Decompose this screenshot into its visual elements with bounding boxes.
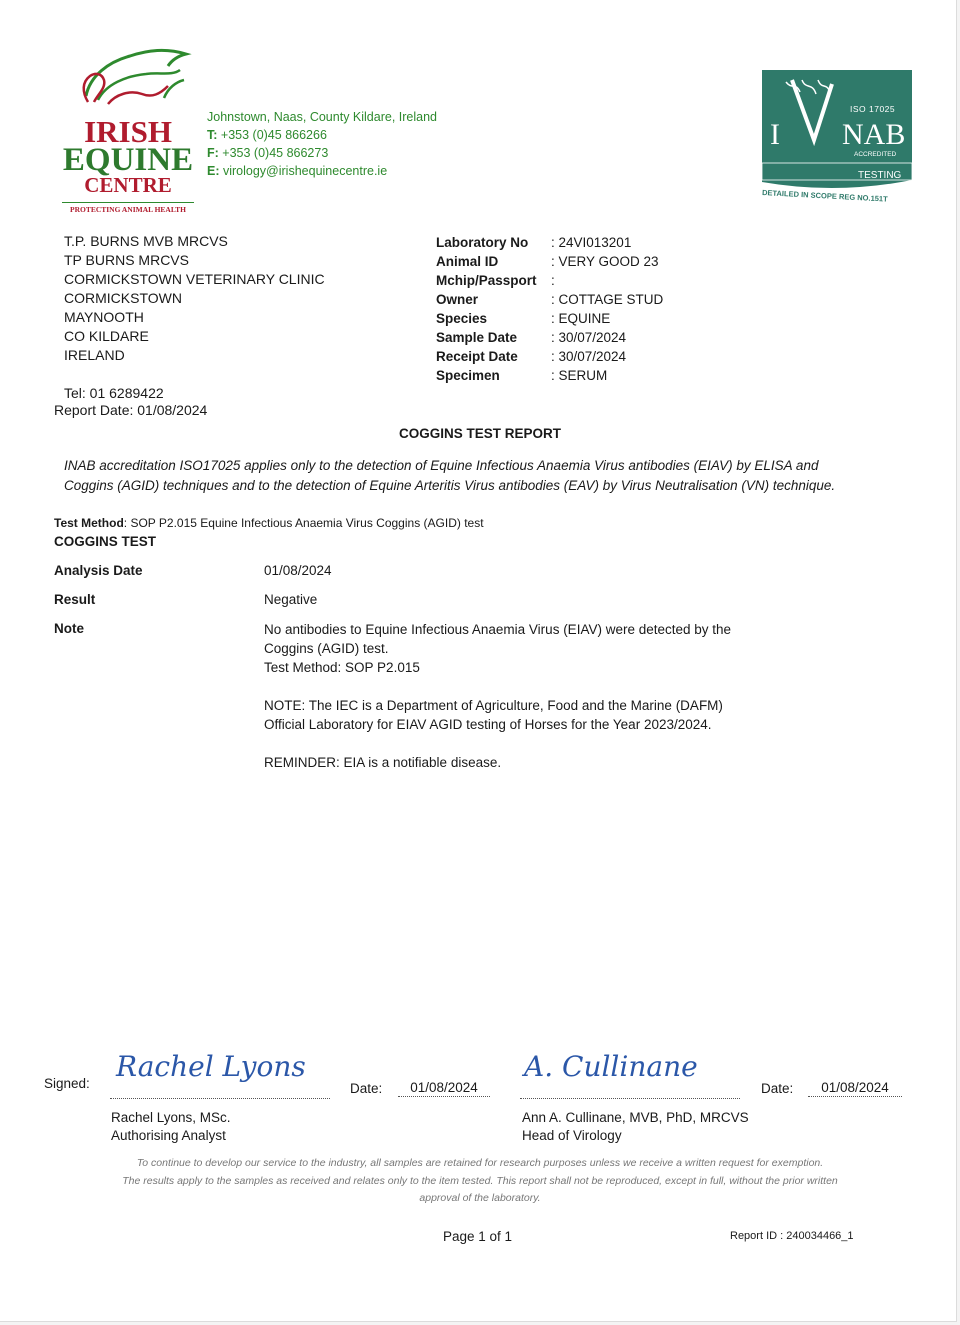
sig1-name: Rachel Lyons, MSc. [111, 1110, 231, 1125]
signature-line-2 [520, 1042, 740, 1099]
test-method-label: Test Method [54, 516, 124, 530]
inab-nab: NAB [842, 118, 906, 151]
lab-info-row: Species : EQUINE [436, 311, 611, 326]
recipient-address [64, 232, 325, 365]
analysis-date-value: 01/08/2024 [264, 563, 332, 578]
contact-tel: T: +353 (0)45 866266 [207, 128, 327, 142]
address-line: IRELAND [64, 347, 125, 363]
inab-accredited: ACCREDITED [854, 151, 897, 158]
iec-logo [58, 36, 198, 216]
section-title: COGGINS TEST [54, 534, 157, 549]
disclaimer [100, 1155, 860, 1208]
signature-rachel-lyons: Rachel Lyons [116, 1050, 306, 1083]
note-paragraph: NOTE: The IEC is a Department of Agriculture, Food and the Marine (DAFM) Official Laboratory for EIAV AGID testing of Horses for the Year 2023/2024. [264, 698, 723, 732]
note-paragraph: No antibodies to Equine Infectious Anaemia Virus (EIAV) were detected by the Coggins (AGID) test. [264, 622, 732, 656]
address-line: TP BURNS MRCVS [64, 252, 189, 268]
sig2-title: Head of Virology [522, 1128, 622, 1143]
address-line: CORMICKSTOWN [64, 290, 182, 306]
date-label-2: Date: [761, 1081, 794, 1096]
report-date: Report Date: 01/08/2024 [54, 402, 208, 418]
report-title: COGGINS TEST REPORT [398, 426, 561, 441]
lab-info-row: Owner : COTTAGE STUD [436, 292, 664, 307]
sig2-name: Ann A. Cullinane, MVB, PhD, MRCVS [522, 1110, 749, 1125]
contact-email: E: virology@irishequinecentre.ie [207, 164, 388, 178]
contact-block [207, 108, 437, 180]
page-number: Page 1 of 1 [443, 1229, 513, 1244]
address-line: T.P. BURNS MVB MRCVS [64, 233, 228, 249]
note-paragraph: Test Method: SOP P2.015 [264, 660, 420, 675]
sig1-title: Authorising Analyst [111, 1128, 226, 1143]
lab-info-table [436, 233, 663, 385]
address-line: MAYNOOTH [64, 309, 144, 325]
lab-info-row: Specimen : SERUM [436, 368, 608, 383]
horse-logo-icon [68, 36, 198, 116]
inab-badge [762, 70, 912, 205]
logo-tagline: PROTECTING ANIMAL HEALTH [62, 202, 194, 214]
logo-line-irish: IRISH [84, 114, 172, 149]
signed-label: Signed: [44, 1076, 90, 1091]
contact-address: Johnstown, Naas, County Kildare, Ireland [207, 110, 437, 124]
lab-info-row: Laboratory No : 24VI013201 [436, 235, 632, 250]
inab-i: I [770, 118, 780, 151]
lab-info-row: Mchip/Passport : [436, 273, 555, 288]
sig2-date: 01/08/2024 [808, 1080, 902, 1097]
signatory-1 [111, 1109, 231, 1145]
sig1-date: 01/08/2024 [398, 1080, 490, 1097]
recipient-tel: Tel: 01 6289422 [64, 385, 164, 401]
signatory-2 [522, 1109, 749, 1145]
note-body [264, 620, 744, 772]
address-line: CO KILDARE [64, 328, 149, 344]
disclaimer-line: The results apply to the samples as received and relates only to the item tested. This report shall not be reproduced, except in full, without the prior written approval of the laboratory. [122, 1174, 838, 1204]
report-id: Report ID : 240034466_1 [730, 1230, 854, 1242]
result-label: Result [54, 592, 96, 607]
lab-info-row: Receipt Date : 30/07/2024 [436, 349, 627, 364]
note-label: Note [54, 621, 84, 636]
test-method-value: : SOP P2.015 Equine Infectious Anaemia Virus Coggins (AGID) test [123, 516, 484, 530]
contact-fax: F: +353 (0)45 866273 [207, 146, 329, 160]
logo-line-equine: EQUINE [62, 142, 194, 178]
inab-scope: DETAILED IN SCOPE REG NO.151T [761, 188, 888, 204]
logo-line-centre: CENTRE [84, 173, 172, 197]
note-paragraph: REMINDER: EIA is a notifiable disease. [264, 755, 502, 770]
signature-line-1 [110, 1042, 330, 1099]
lab-info-row: Animal ID : VERY GOOD 23 [436, 254, 659, 269]
lab-info-row: Sample Date : 30/07/2024 [436, 330, 627, 345]
result-value: Negative [264, 592, 318, 607]
address-line: CORMICKSTOWN VETERINARY CLINIC [64, 271, 325, 287]
analysis-date-label: Analysis Date [54, 563, 143, 578]
disclaimer-line: To continue to develop our service to the industry, all samples are retained for research purposes unless we receive a written request for exemption. [136, 1157, 824, 1169]
inab-iso: ISO 17025 [850, 104, 896, 114]
date-label-1: Date: [350, 1081, 383, 1096]
test-method-line [54, 516, 484, 530]
accreditation-note: INAB accreditation ISO17025 applies only to the detection of Equine Infectious Anaemia Virus antibodies (EIAV) by ELISA and Coggins (AGID) techniques and to the detection of Equine Arteritis Virus antibodies (EAV) by Virus Neutralisation (VN) technique. [64, 458, 836, 493]
signature-ann-cullinane: A. Cullinane [524, 1050, 698, 1083]
inab-testing: TESTING [858, 170, 902, 181]
